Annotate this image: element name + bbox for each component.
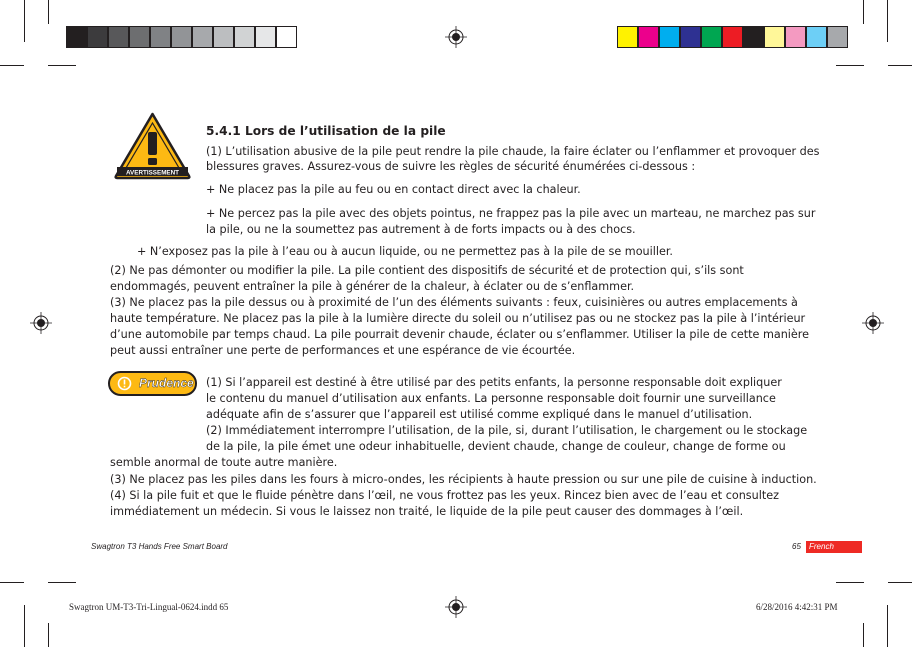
- paragraph-line: (1) L’utilisation abusive de la pile peut rendre la pile chaude, la faire éclater ou l’enflammer et provoquer des: [206, 145, 820, 158]
- crop-mark: [24, 605, 25, 647]
- color-swatch: [617, 26, 638, 48]
- slug-datetime: 6/28/2016 4:42:31 PM: [756, 602, 838, 612]
- registration-mark-icon: [862, 312, 884, 334]
- color-swatch: [129, 26, 150, 48]
- crop-mark: [836, 65, 864, 66]
- paragraph-line: d’une automobile par temps chaud. La pile pourrait devenir chaude, éclater ou s’enflammer. Utiliser la pile de cette manière: [110, 328, 810, 341]
- color-swatch: [638, 26, 659, 48]
- paragraph-line: endommagés, peuvent entraîner la pile à générer de la chaleur, à éclater ou de s’enflammer.: [110, 280, 635, 293]
- crop-mark: [888, 582, 912, 583]
- crop-mark: [48, 582, 76, 583]
- crop-mark: [863, 0, 864, 24]
- registration-mark-icon: [445, 26, 467, 48]
- crop-mark: [836, 582, 864, 583]
- caution-line: semble anormal de toute autre manière.: [110, 456, 338, 469]
- caution-line: adéquate afin de s’assurer que l’appareil est utilisé comme expliqué dans le manuel d’utilisation.: [206, 408, 753, 421]
- color-swatch: [171, 26, 192, 48]
- color-swatch: [680, 26, 701, 48]
- registration-mark-icon: [30, 312, 52, 334]
- color-swatch: [87, 26, 108, 48]
- caution-line: de la pile, la pile émet une odeur inhabituelle, devient chaude, change de couleur, change de forme ou: [206, 440, 786, 453]
- slug-filename: Swagtron UM-T3-Tri-Lingual-0624.indd 65: [69, 602, 229, 612]
- caution-line: (2) Immédiatement interrompre l’utilisation, de la pile, si, durant l’utilisation, le chargement ou le stockage: [206, 424, 808, 437]
- color-swatch: [108, 26, 129, 48]
- caution-line: (4) Si la pile fuit et que le fluide pénètre dans l’œil, ne vous frottez pas les yeux. Rincez bien avec de l’eau et consultez: [110, 489, 779, 502]
- color-swatch: [213, 26, 234, 48]
- warning-badge-label: AVERTISSEMENT: [125, 169, 180, 177]
- crop-mark: [888, 65, 912, 66]
- section-heading: 5.4.1 Lors de l’utilisation de la pile: [206, 124, 446, 138]
- prudence-badge: [108, 371, 197, 396]
- color-swatch: [192, 26, 213, 48]
- crop-mark: [863, 623, 864, 647]
- color-swatch: [743, 26, 764, 48]
- caution-line: le contenu du manuel d’utilisation aux enfants. La personne responsable doit fournir une surveillance: [206, 392, 776, 405]
- color-swatch: [659, 26, 680, 48]
- bullet-line: + Ne placez pas la pile au feu ou en contact direct avec la chaleur.: [206, 183, 581, 196]
- crop-mark: [0, 65, 24, 66]
- footer-page-number: 65: [792, 542, 801, 551]
- color-swatch: [764, 26, 785, 48]
- color-swatch: [785, 26, 806, 48]
- paragraph-line: peut aussi entraîner une perte de performances et une espérance de vie écourtée.: [110, 344, 576, 357]
- crop-mark: [887, 605, 888, 647]
- color-swatch: [234, 26, 255, 48]
- color-swatch: [150, 26, 171, 48]
- footer-product-name: Swagtron T3 Hands Free Smart Board: [91, 542, 228, 551]
- prudence-badge-label: Prudence: [139, 376, 194, 390]
- crop-mark: [24, 0, 25, 42]
- exclamation-circle-icon: [117, 376, 132, 391]
- crop-mark: [887, 0, 888, 42]
- warning-triangle-icon: [113, 111, 192, 181]
- color-swatch: [722, 26, 743, 48]
- color-swatch: [701, 26, 722, 48]
- footer-language-bar: [806, 541, 862, 553]
- bullet-line: + Ne percez pas la pile avec des objets pointus, ne frappez pas la pile avec un marteau, ne marchez pas sur: [206, 207, 816, 220]
- crop-mark: [48, 0, 49, 24]
- color-swatch: [276, 26, 297, 48]
- footer-language-label: French: [809, 542, 834, 551]
- caution-line: immédiatement un médecin. Si vous le laissez non traité, le liquide de la pile peut causer des dommages à l’œil.: [110, 505, 744, 518]
- color-swatch: [255, 26, 276, 48]
- color-swatch: [827, 26, 848, 48]
- registration-mark-icon: [445, 596, 467, 618]
- crop-mark: [48, 65, 76, 66]
- paragraph-line: (3) Ne placez pas la pile dessus ou à proximité de l’un des éléments suivants : feux, cuisinières ou autres emplacements à: [110, 296, 798, 309]
- crop-mark: [0, 582, 24, 583]
- paragraph-line: blessures graves. Assurez-vous de suivre les règles de sécurité énumérées ci-dessous :: [206, 160, 696, 173]
- crop-mark: [48, 623, 49, 647]
- bullet-line: la pile, ou ne la soumettez pas autrement à de forts impacts ou à des chocs.: [206, 223, 636, 236]
- paragraph-line: haute température. Ne placez pas la pile à la lumière directe du soleil ou n’utilisez pas ou ne stockez pas la pile à l’intérieur: [110, 312, 806, 325]
- caution-line: (3) Ne placez pas les piles dans les fours à micro-ondes, les récipients à haute pression ou sur une pile de cuisine à induction.: [110, 473, 817, 486]
- bullet-line: + N’exposez pas la pile à l’eau ou à aucun liquide, ou ne permettez pas à la pile de se mouiller.: [137, 245, 673, 258]
- paragraph-line: (2) Ne pas démonter ou modifier la pile. La pile contient des dispositifs de sécurité et de protection qui, s’ils sont: [110, 264, 744, 277]
- color-swatch: [806, 26, 827, 48]
- color-swatch: [66, 26, 87, 48]
- caution-line: (1) Si l’appareil est destiné à être utilisé par des petits enfants, la personne responsable doit expliquer: [206, 376, 782, 389]
